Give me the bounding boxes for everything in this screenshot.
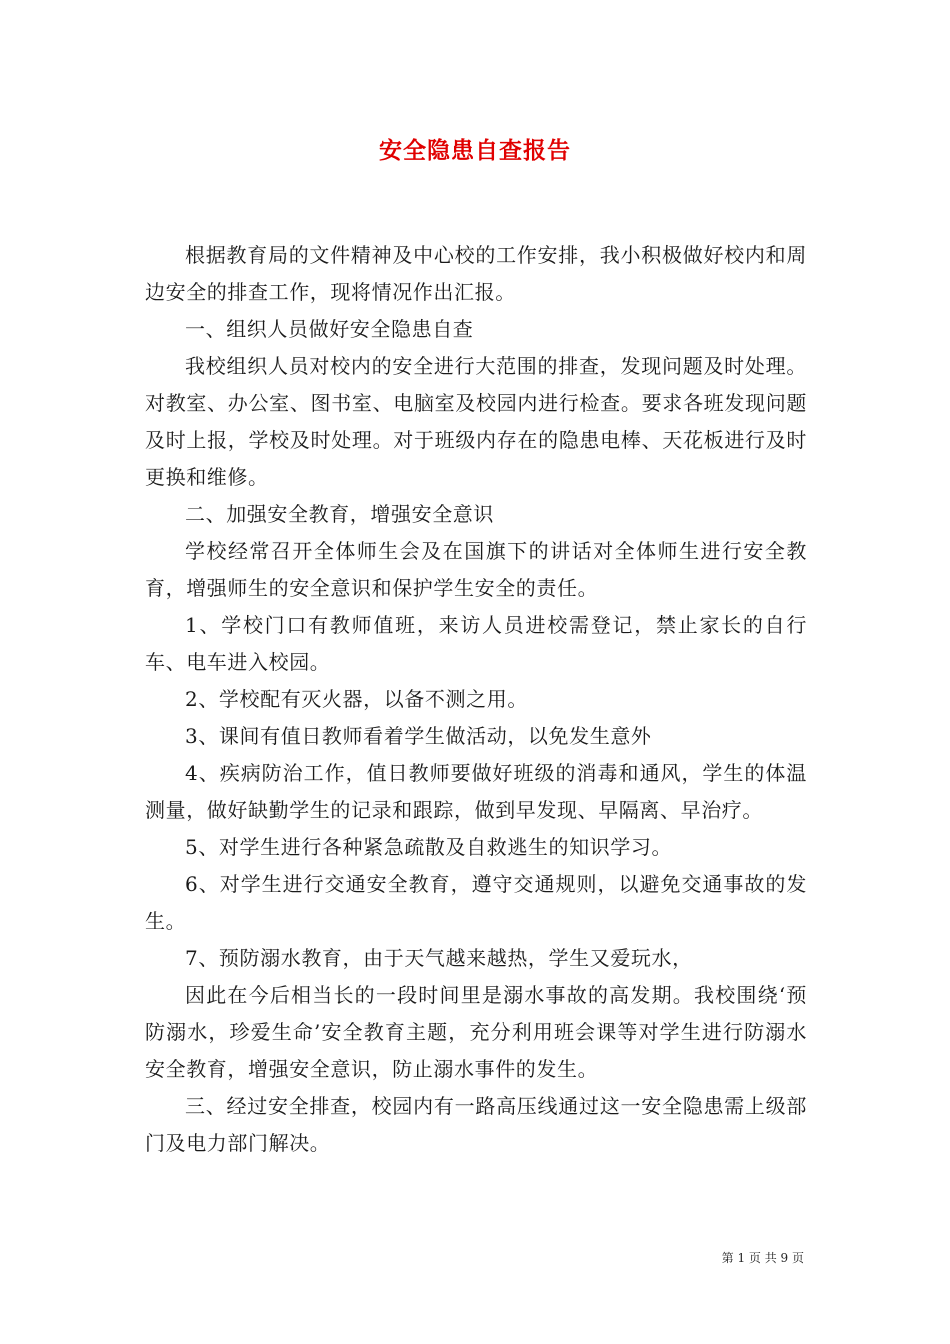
paragraph: 我校组织人员对校内的安全进行大范围的排查，发现问题及时处理。对教室、办公室、图书室、电脑室及校园内进行检查。要求各班发现问题及时上报，学校及时处理。对于班级内存在的隐患电棒、天花板进行及时更换和维修。: [145, 354, 807, 489]
document-title: 安全隐患自查报告: [379, 138, 571, 164]
paragraph: 因此在今后相当长的一段时间里是溺水事故的高发期。我校围绕‘预防溺水，珍爱生命’安全教育主题，充分利用班会课等对学生进行防溺水安全教育，增强安全意识，防止溺水事件的发生。: [145, 983, 807, 1081]
section-heading-3: 三、经过安全排查，校园内有一路高压线通过这一安全隐患需上级部门及电力部门解决。: [145, 1094, 807, 1155]
list-item: 1、学校门口有教师值班，来访人员进校需登记，禁止家长的自行车、电车进入校园。: [145, 613, 807, 674]
paragraph-intro: 根据教育局的文件精神及中心校的工作安排，我小积极做好校内和周边安全的排查工作，现将情况作出汇报。: [145, 243, 807, 304]
list-item: 4、疾病防治工作，值日教师要做好班级的消毒和通风，学生的体温测量，做好缺勤学生的记录和跟踪，做到早发现、早隔离、早治疗。: [145, 761, 807, 822]
section-heading-1: 一、组织人员做好安全隐患自查: [185, 317, 474, 341]
list-item: 5、对学生进行各种紧急疏散及自救逃生的知识学习。: [185, 835, 673, 859]
list-item: 2、学校配有灭火器，以备不测之用。: [185, 687, 528, 711]
list-item: 7、预防溺水教育，由于天气越来越热，学生又爱玩水，: [185, 946, 693, 970]
section-heading-2: 二、加强安全教育，增强安全意识: [185, 502, 494, 526]
list-item: 3、课间有值日教师看着学生做活动，以免发生意外: [185, 724, 652, 748]
page-number: 第 1 页 共 9 页: [721, 1251, 804, 1265]
list-item: 6、对学生进行交通安全教育，遵守交通规则，以避免交通事故的发生。: [145, 872, 807, 933]
paragraph: 学校经常召开全体师生会及在国旗下的讲话对全体师生进行安全教育，增强师生的安全意识和保护学生安全的责任。: [145, 539, 807, 600]
document-body: [145, 237, 807, 1162]
